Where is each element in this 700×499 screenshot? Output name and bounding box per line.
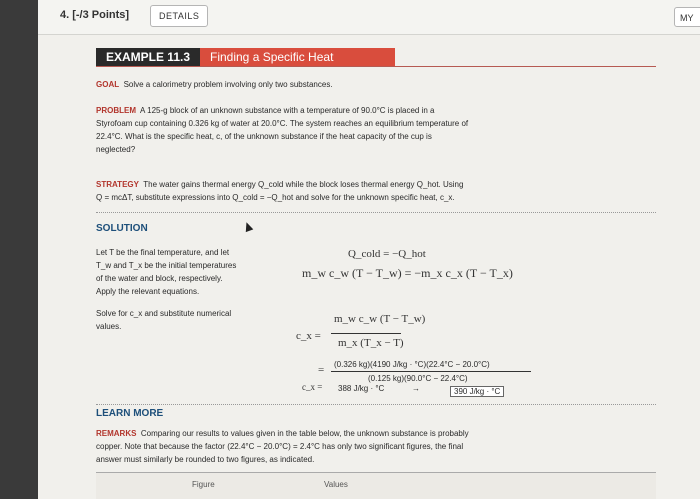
example-title: Finding a Specific Heat xyxy=(200,48,395,66)
numeric-numerator: (0.326 kg)(4190 J/kg · °C)(22.4°C − 20.0°C) xyxy=(334,360,490,369)
problem-page xyxy=(38,0,700,499)
goal-text: Solve a calorimetry problem involving only two substances. xyxy=(123,80,333,89)
problem-block xyxy=(96,104,606,156)
strategy-block xyxy=(96,178,616,204)
goal-label: GOAL xyxy=(96,80,120,89)
result-rounded-box: 390 J/kg · °C xyxy=(450,386,504,397)
section-divider xyxy=(96,212,656,213)
equation-expanded: m_w c_w (T − T_w) = −m_x c_x (T − T_x) xyxy=(302,266,513,280)
equation-cx-numerator: m_w c_w (T − T_w) xyxy=(334,313,426,325)
learn-more-divider xyxy=(96,404,656,405)
my-notes-button[interactable]: MY xyxy=(674,7,700,27)
problem-line-3: 22.4°C. What is the specific heat, c, of the unknown substance if the heat capacity of the cup is xyxy=(96,132,432,141)
equation-cx-lhs: c_x = xyxy=(296,330,321,342)
remarks-block xyxy=(96,427,616,466)
table-col-figure: Figure xyxy=(192,480,215,489)
question-title: 4. [-/3 Points] xyxy=(60,9,130,21)
strategy-label: STRATEGY xyxy=(96,180,139,189)
numeric-fraction-bar xyxy=(331,371,531,372)
remarks-line-2: copper. Note that because the factor (22.4°C − 20.0°C) = 2.4°C has only two significant figures, the final xyxy=(96,442,464,451)
problem-line-2: Styrofoam cup containing 0.326 kg of water at 20.0°C. The system reaches an equilibrium temperature of xyxy=(96,119,469,128)
remarks-label: REMARKS xyxy=(96,429,137,438)
table-col-values: Values xyxy=(324,480,348,489)
goal-row xyxy=(96,78,333,91)
solution-step-2 xyxy=(96,307,296,333)
result-value: 388 J/kg · °C xyxy=(338,384,385,393)
problem-line-4: neglected? xyxy=(96,145,136,154)
solution-step-1 xyxy=(96,246,296,298)
remarks-line-1: Comparing our results to values given in the table below, the unknown substance is probably xyxy=(140,429,469,438)
equation-cx-denominator: m_x (T_x − T) xyxy=(338,337,404,349)
remarks-line-3: answer must similarly be rounded to two figures, as indicated. xyxy=(96,455,315,464)
equals-sign: = xyxy=(318,364,325,376)
step1-line-1: Let T be the final temperature, and let xyxy=(96,248,230,257)
solution-heading: SOLUTION xyxy=(96,223,148,234)
step2-line-2: values. xyxy=(96,322,122,331)
strategy-line-1: The water gains thermal energy Q_cold while the block loses thermal energy Q_hot. Using xyxy=(143,180,464,189)
step1-line-3: of the water and block, respectively. xyxy=(96,274,223,283)
numeric-denominator: (0.125 kg)(90.0°C − 22.4°C) xyxy=(368,374,468,383)
fraction-bar xyxy=(331,333,401,334)
step1-line-4: Apply the relevant equations. xyxy=(96,287,200,296)
details-button[interactable]: DETAILS xyxy=(150,5,208,27)
problem-label: PROBLEM xyxy=(96,106,136,115)
strategy-line-2: Q = mcΔT, substitute expressions into Q_cold = −Q_hot and solve for the unknown specific heat, c_x. xyxy=(96,193,455,202)
learn-more-heading: LEARN MORE xyxy=(96,408,164,419)
step1-line-2: T_w and T_x be the initial temperatures xyxy=(96,261,237,270)
specific-heat-table-header xyxy=(96,472,656,499)
result-arrow: → xyxy=(412,384,420,393)
equation-heat-balance: Q_cold = −Q_hot xyxy=(348,248,426,260)
example-rule xyxy=(96,66,656,67)
result-lhs: c_x = xyxy=(302,382,323,392)
problem-line-1: A 125-g block of an unknown substance with a temperature of 90.0°C is placed in a xyxy=(140,106,435,115)
question-header xyxy=(38,0,700,35)
mouse-cursor-icon xyxy=(243,221,254,232)
step2-line-1: Solve for c_x and substitute numerical xyxy=(96,309,232,318)
example-header xyxy=(96,48,636,66)
example-number: EXAMPLE 11.3 xyxy=(96,48,200,66)
